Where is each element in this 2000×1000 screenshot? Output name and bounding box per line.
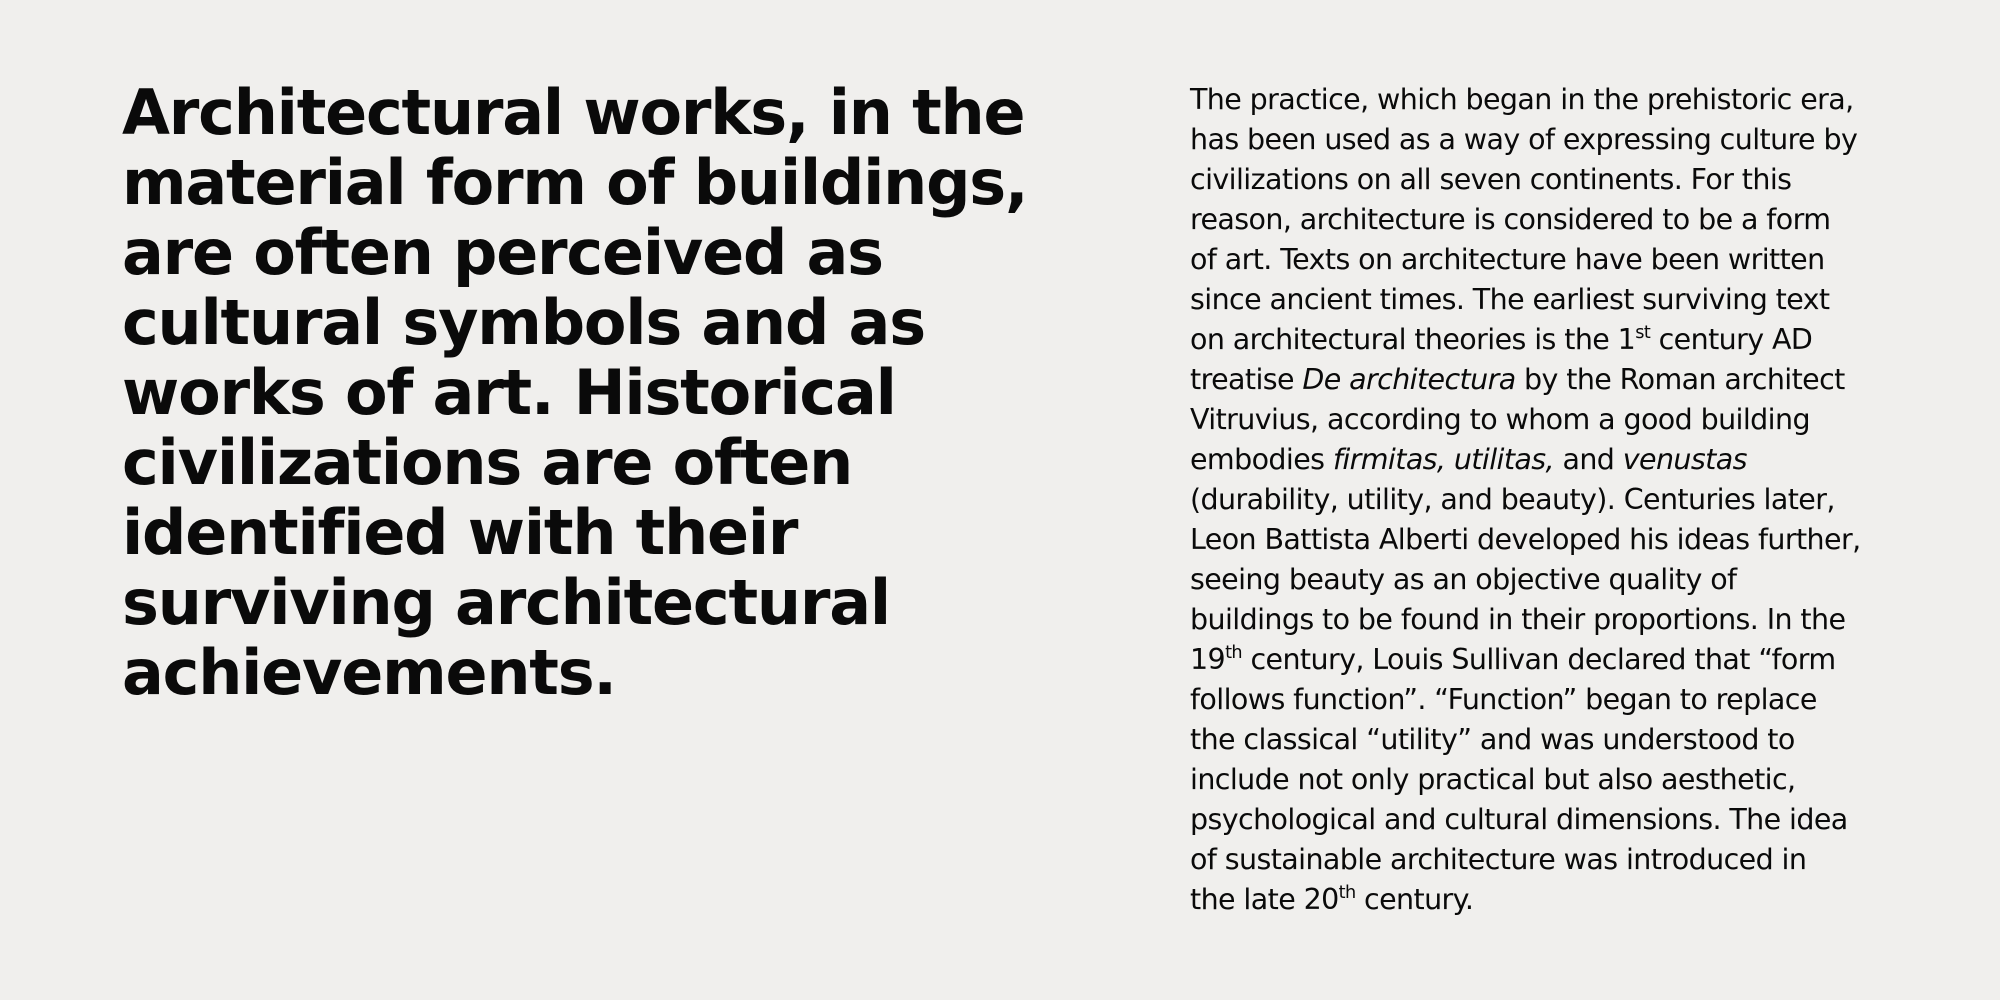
body-text: and <box>1554 443 1623 476</box>
body-text: the late 20 <box>1190 883 1339 916</box>
lead-line: achievements. <box>122 636 616 709</box>
body-line <box>1190 880 1890 920</box>
body-line: Leon Battista Alberti developed his ideas further, <box>1190 523 1861 556</box>
italic-title: De architectura <box>1302 363 1516 396</box>
lead-heading <box>122 78 1042 708</box>
italic-term: venustas <box>1622 443 1747 476</box>
lead-line: are often perceived as <box>122 216 883 289</box>
body-paragraph <box>1190 80 1890 920</box>
body-line: psychological and cultural dimensions. The idea <box>1190 803 1848 836</box>
lead-line: Architectural works, in the <box>122 76 1025 149</box>
body-line <box>1190 320 1890 360</box>
body-line <box>1190 640 1890 680</box>
body-line <box>1190 440 1890 480</box>
body-text: century, Louis Sullivan declared that “form <box>1242 643 1836 676</box>
body-text: by the Roman architect <box>1515 363 1845 396</box>
body-line <box>1190 360 1890 400</box>
body-line: include not only practical but also aesthetic, <box>1190 763 1796 796</box>
body-line: since ancient times. The earliest surviving text <box>1190 283 1830 316</box>
body-line: civilizations on all seven continents. For this <box>1190 163 1792 196</box>
body-line: of sustainable architecture was introduced in <box>1190 843 1807 876</box>
body-line: seeing beauty as an objective quality of <box>1190 563 1737 596</box>
body-line: reason, architecture is considered to be a form <box>1190 203 1831 236</box>
body-line: Vitruvius, according to whom a good building <box>1190 403 1810 436</box>
body-line: of art. Texts on architecture have been written <box>1190 243 1825 276</box>
lead-line: identified with their <box>122 496 798 569</box>
ordinal-suffix: th <box>1225 643 1242 664</box>
body-line: the classical “utility” and was understood to <box>1190 723 1795 756</box>
ordinal-suffix: st <box>1635 323 1651 344</box>
lead-line: cultural symbols and as <box>122 286 925 359</box>
body-text: 19 <box>1190 643 1226 676</box>
lead-line: surviving architectural <box>122 566 890 639</box>
lead-line: civilizations are often <box>122 426 853 499</box>
body-line: The practice, which began in the prehistoric era, <box>1190 83 1854 116</box>
body-text: century. <box>1355 883 1474 916</box>
lead-line: works of art. Historical <box>122 356 896 429</box>
lead-line: material form of buildings, <box>122 146 1028 219</box>
body-text: century AD <box>1650 323 1813 356</box>
body-line: buildings to be found in their proportions. In the <box>1190 603 1846 636</box>
body-text: on architectural theories is the 1 <box>1190 323 1636 356</box>
body-text: treatise <box>1190 363 1303 396</box>
body-text: embodies <box>1190 443 1333 476</box>
body-line: (durability, utility, and beauty). Centuries later, <box>1190 483 1835 516</box>
italic-term: firmitas, utilitas, <box>1332 443 1554 476</box>
body-line: follows function”. “Function” began to replace <box>1190 683 1817 716</box>
ordinal-suffix: th <box>1338 883 1356 904</box>
body-line: has been used as a way of expressing culture by <box>1190 123 1858 156</box>
